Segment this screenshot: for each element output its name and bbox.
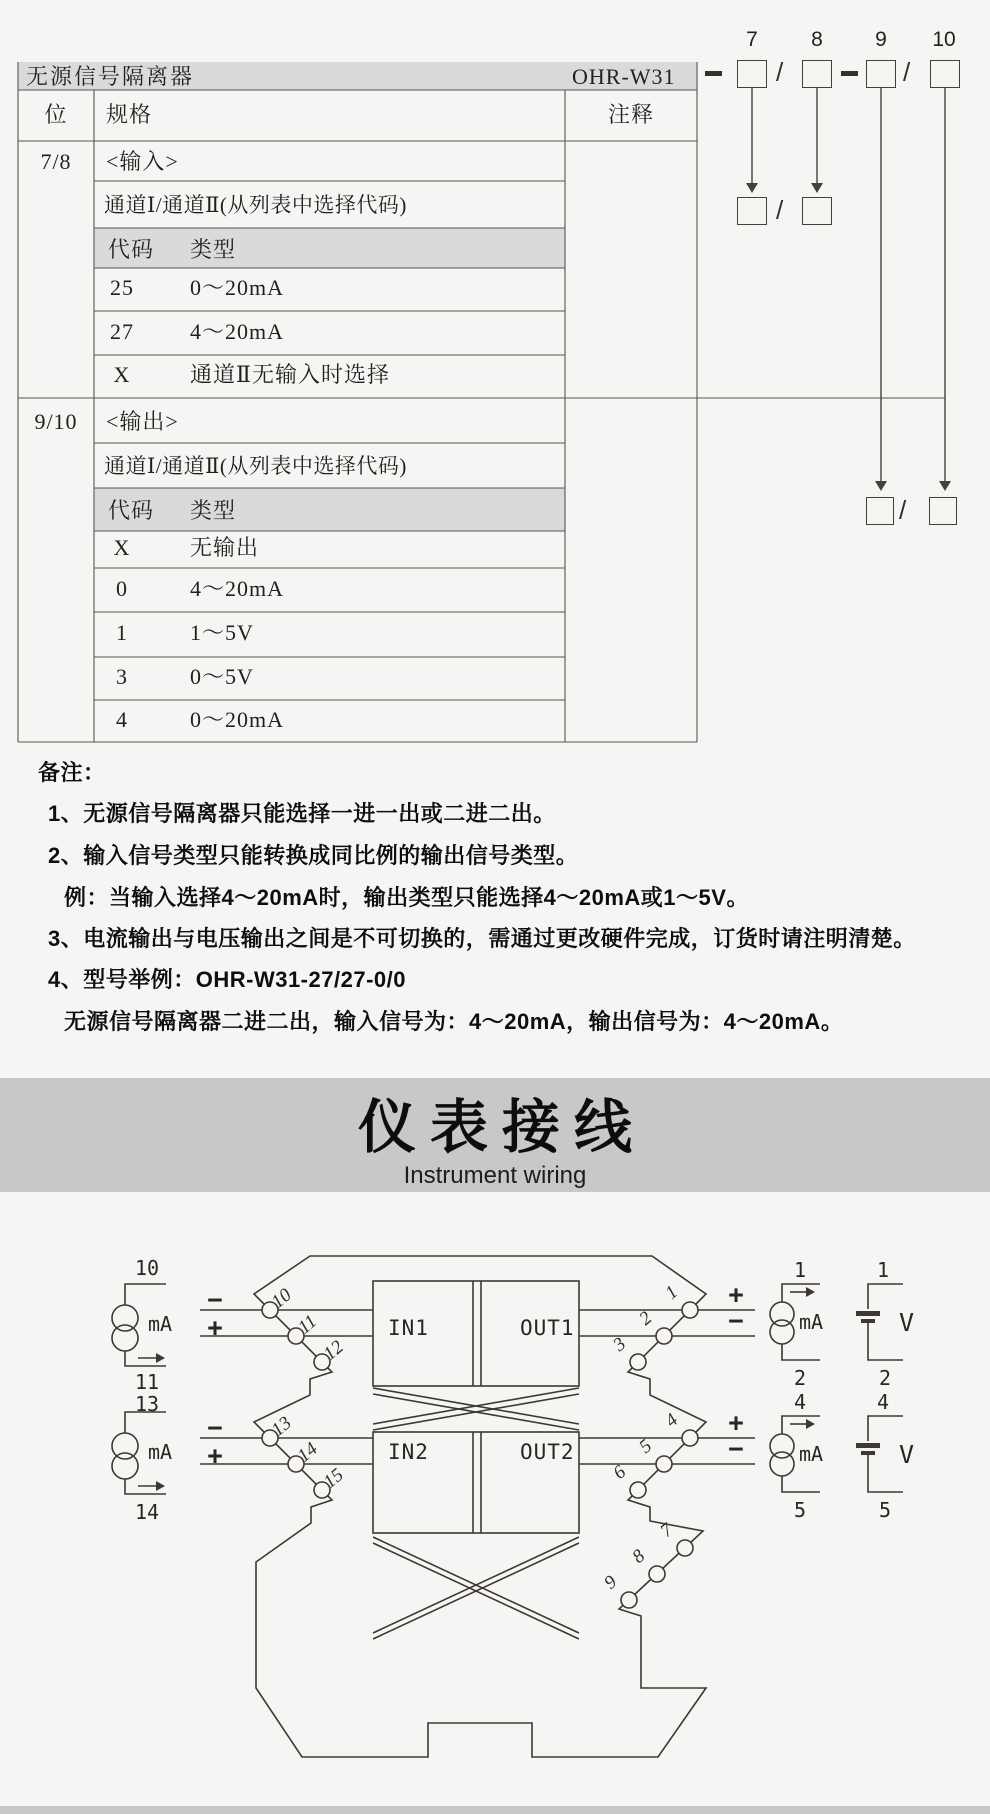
code-cell: 1 (116, 620, 128, 645)
note-line: 4、型号举例：OHR-W31-27/27-0/0 (48, 967, 406, 992)
code-cell: 27 (110, 319, 134, 344)
output1-minus-sign: − (728, 1305, 744, 1336)
model-digit-box-7 (737, 60, 767, 88)
slash-separator: / (776, 57, 784, 87)
type-cell: 0～5V (190, 664, 254, 689)
code-header-output: 代码 (108, 498, 155, 523)
voltage-load2-bottom-terminal: 5 (878, 1498, 892, 1522)
current-load2-unit: mA (799, 1442, 824, 1466)
next-section-band-edge (0, 1806, 990, 1814)
in2-label: IN2 (388, 1440, 429, 1464)
banner-title: 仪表接线 (357, 1095, 646, 1160)
section-bit-output: 9/10 (34, 409, 78, 434)
voltage-load2-top-terminal: 4 (876, 1390, 890, 1414)
voltage-load2-unit: V (899, 1440, 915, 1469)
terminal-label-right-1: 1 (661, 1281, 683, 1304)
terminal-label-left-11: 11 (294, 1310, 322, 1339)
input-code-box-ch2 (802, 197, 832, 225)
type-cell: 0～20mA (190, 275, 285, 300)
source1-top-terminal: 10 (134, 1256, 160, 1280)
terminal-label-left-15: 15 (319, 1464, 348, 1493)
code-header-input: 代码 (108, 237, 155, 262)
note-line: 1、无源信号隔离器只能选择一进一出或二进二出。 (48, 801, 556, 826)
input1-plus-sign: + (207, 1312, 223, 1343)
source2-unit: mA (148, 1440, 173, 1464)
code-cell: 0 (116, 576, 128, 601)
source2-top-terminal: 13 (134, 1392, 160, 1416)
terminal-label-right-8: 8 (628, 1545, 650, 1568)
model-digit-box-10 (930, 60, 960, 88)
slash-separator: / (903, 57, 911, 87)
table-title: 无源信号隔离器 (26, 64, 195, 89)
code-cell: X (113, 362, 131, 387)
current-load1-unit: mA (799, 1310, 824, 1334)
current-load2-bottom-terminal: 5 (793, 1498, 807, 1522)
type-cell: 0～20mA (190, 707, 285, 732)
digit-label-10: 10 (932, 28, 956, 51)
section-subheading-output: 通道Ⅰ/通道Ⅱ(从列表中选择代码) (104, 454, 407, 478)
output2-minus-sign: − (728, 1433, 744, 1464)
voltage-load1-bottom-terminal: 2 (878, 1366, 892, 1390)
col-header-note: 注释 (607, 102, 654, 127)
type-header-output: 类型 (190, 498, 237, 523)
model-number: OHR-W31 (572, 64, 676, 89)
note-line: 3、电流输出与电压输出之间是不可切换的，需通过更改硬件完成，订货时请注明清楚。 (48, 926, 916, 951)
output1-plus-sign: + (728, 1279, 744, 1310)
terminal-label-left-10: 10 (267, 1284, 296, 1313)
output2-plus-sign: + (728, 1407, 744, 1438)
type-cell: 1～5V (190, 620, 254, 645)
current-load1-top-terminal: 1 (793, 1258, 807, 1282)
section-banner (0, 1078, 990, 1192)
note-line: 无源信号隔离器二进二出，输入信号为：4～20mA，输出信号为：4～20mA。 (64, 1009, 844, 1034)
type-cell: 4～20mA (190, 576, 285, 601)
terminal-label-right-2: 2 (635, 1307, 657, 1330)
col-header-spec: 规格 (106, 102, 153, 127)
dash-separator (705, 71, 722, 76)
terminal-label-left-13: 13 (267, 1412, 296, 1441)
source1-unit: mA (148, 1312, 173, 1336)
type-cell: 通道Ⅱ无输入时选择 (190, 362, 390, 387)
isolation-barrier-x (373, 1388, 579, 1639)
digit-label-8: 8 (811, 28, 823, 51)
slash-separator: / (776, 195, 784, 225)
output-voltage-load-2 (856, 1416, 903, 1492)
code-cell: 3 (116, 664, 128, 689)
code-cell: 4 (116, 707, 128, 732)
terminal-label-right-7: 7 (656, 1519, 678, 1542)
digit-label-7: 7 (746, 28, 758, 51)
terminal-label-right-9: 9 (600, 1571, 622, 1594)
note-line: 2、输入信号类型只能转换成同比例的输出信号类型。 (48, 843, 579, 868)
type-cell: 4～20mA (190, 319, 285, 344)
terminal-label-right-3: 3 (609, 1333, 631, 1356)
type-header-input: 类型 (190, 237, 237, 262)
model-code-arrows (746, 88, 951, 491)
input2-minus-sign: − (207, 1412, 223, 1443)
terminal-label-left-14: 14 (293, 1438, 322, 1467)
source2-bottom-terminal: 14 (134, 1500, 160, 1524)
out2-label: OUT2 (520, 1440, 575, 1464)
dash-separator (841, 71, 858, 76)
terminal-label-left-12: 12 (319, 1336, 348, 1365)
model-digit-box-8 (802, 60, 832, 88)
code-cell: 25 (110, 275, 134, 300)
current-direction-arrows (138, 1287, 815, 1491)
digit-label-9: 9 (875, 28, 887, 51)
input-code-box-ch1 (737, 197, 767, 225)
voltage-load1-top-terminal: 1 (876, 1258, 890, 1282)
slash-separator: / (899, 495, 907, 525)
output-code-box-ch2 (929, 497, 957, 525)
note-line: 例：当输入选择4～20mA时，输出类型只能选择4～20mA或1～5V。 (64, 885, 749, 910)
code-cell: X (113, 535, 131, 560)
source1-bottom-terminal: 11 (134, 1370, 160, 1394)
notes-label: 备注： (38, 760, 106, 785)
out1-label: OUT1 (520, 1316, 575, 1340)
output-code-box-ch1 (866, 497, 894, 525)
current-load2-top-terminal: 4 (793, 1390, 807, 1414)
terminal-label-right-6: 6 (609, 1461, 631, 1484)
col-header-bit: 位 (44, 102, 68, 127)
output-voltage-load-1 (856, 1284, 903, 1360)
section-subheading-input: 通道Ⅰ/通道Ⅱ(从列表中选择代码) (104, 193, 407, 217)
section-heading-input: <输入> (106, 149, 179, 174)
terminal-label-right-4: 4 (661, 1409, 683, 1432)
section-bit-input: 7/8 (40, 149, 72, 174)
current-load1-bottom-terminal: 2 (793, 1366, 807, 1390)
input1-minus-sign: − (207, 1284, 223, 1315)
type-cell: 无输出 (190, 535, 260, 560)
model-digit-box-9 (866, 60, 896, 88)
banner-subtitle: Instrument wiring (403, 1162, 587, 1189)
input2-plus-sign: + (207, 1440, 223, 1471)
section-heading-output: <输出> (106, 409, 179, 434)
in1-label: IN1 (388, 1316, 429, 1340)
voltage-load1-unit: V (899, 1308, 915, 1337)
terminal-label-right-5: 5 (635, 1435, 657, 1458)
